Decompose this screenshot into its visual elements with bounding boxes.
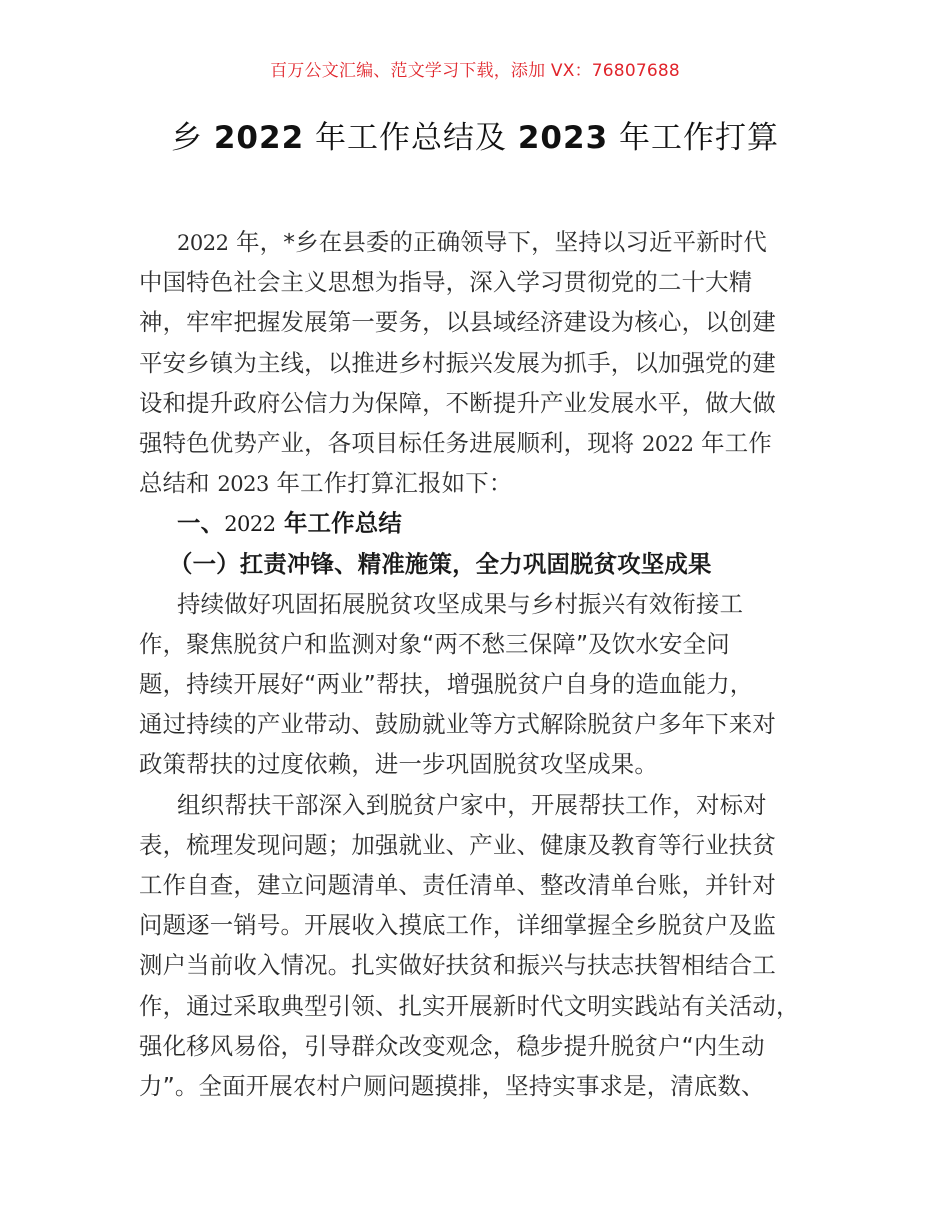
intro-line-1 (139, 222, 819, 262)
document-body (139, 222, 819, 1106)
intro-line-2: 中国特色社会主义思想为指导，深入学习贯彻党的二十大精 (139, 268, 753, 297)
text: 总结和 (139, 469, 218, 498)
document-title (0, 112, 950, 157)
intro-line-3: 神，牢牢把握发展第一要务，以县域经济建设为核心，以创建 (139, 308, 776, 337)
paragraph2-line: 作，通过采取典型引领、扎实开展新时代文明实践站有关活动， (139, 991, 800, 1020)
subsection-heading-1: （一）扛责冲锋、精准施策，全力巩固脱贫攻坚成果 (169, 549, 712, 578)
paragraph1-line: 题，持续开展好“两业”帮扶，增强脱贫户自身的造血能力， (139, 670, 754, 699)
text: 强特色优势产业，各项目标任务进展顺利，现将 (139, 428, 643, 457)
text: 年，*乡在县委的正确领导下，坚持以习近平新时代 (228, 228, 767, 256)
paragraph2-line: 组织帮扶干部深入到脱贫户家中，开展帮扶工作，对标对 (177, 790, 767, 819)
text: 年工作 (693, 428, 772, 457)
paragraph2-line: 测户当前收入情况。扎实做好扶贫和振兴与扶志扶智相结合工 (139, 951, 776, 980)
title-prefix: 乡 (171, 120, 214, 156)
title-year-2022: 2022 (213, 120, 305, 156)
paragraph2-line: 强化移风易俗，引导群众改变观念，稳步提升脱贫户“内生动 (139, 1031, 765, 1060)
text: 年工作打算汇报如下： (268, 469, 513, 498)
paragraph1-line: 政策帮扶的过度依赖，进一步巩固脱贫攻坚成果。 (139, 750, 658, 779)
text: 年工作总结 (275, 509, 402, 538)
year-text: 2023 (217, 472, 269, 497)
paragraph1-line: 作，聚焦脱贫户和监测对象“两不愁三保障”及饮水安全问 (139, 629, 730, 658)
paragraph1-line: 通过持续的产业带动、鼓励就业等方式解除脱贫户多年下来对 (139, 710, 776, 739)
intro-line-7 (139, 463, 819, 503)
year-text: 2022 (224, 512, 276, 537)
intro-line-6 (139, 423, 819, 463)
title-year-2023: 2023 (517, 120, 609, 156)
watermark-banner: 百万公文汇编、范文学习下载，添加 VX：76807688 (270, 61, 680, 81)
paragraph2-line: 表，梳理发现问题；加强就业、产业、健康及教育等行业扶贫 (139, 830, 776, 859)
text: 一、 (177, 509, 225, 538)
title-suffix: 年工作打算 (608, 120, 779, 156)
intro-line-4: 平安乡镇为主线，以推进乡村振兴发展为抓手，以加强党的建 (139, 348, 776, 377)
section-heading-1 (139, 503, 819, 543)
paragraph2-line: 工作自查，建立问题清单、责任清单、整改清单台账，并针对 (139, 871, 776, 899)
paragraph1-line: 持续做好巩固拓展脱贫攻坚成果与乡村振兴有效衔接工 (177, 589, 744, 618)
year-text: 2022 (642, 431, 694, 456)
intro-line-5: 设和提升政府公信力为保障，不断提升产业发展水平，做大做 (139, 388, 776, 417)
year-text: 2022 (177, 231, 229, 255)
paragraph2-line: 问题逐一销号。开展收入摸底工作，详细掌握全乡脱贫户及监 (139, 911, 776, 940)
title-middle: 年工作总结及 (304, 120, 518, 156)
paragraph2-line: 力”。全面开展农村户厕问题摸排，坚持实事求是，清底数、 (139, 1071, 765, 1100)
